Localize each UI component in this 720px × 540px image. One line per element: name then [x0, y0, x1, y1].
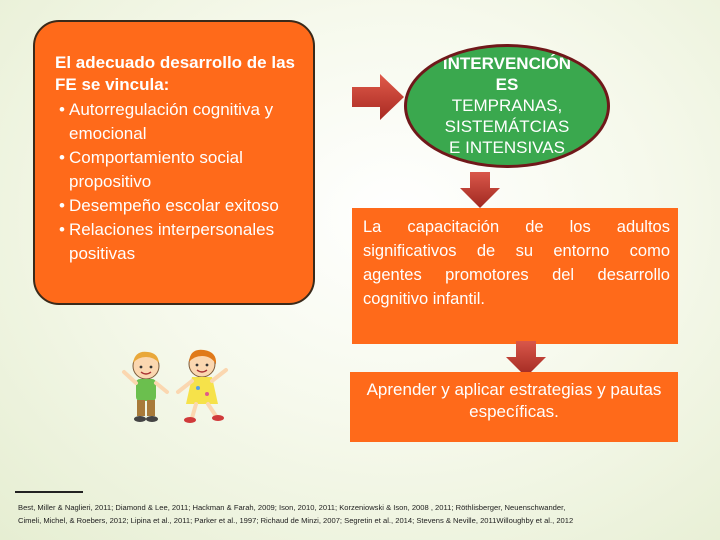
right-arrow-icon [352, 74, 404, 120]
references-divider [15, 491, 83, 493]
oval-line: TEMPRANAS, [451, 96, 563, 115]
oval-line: SISTEMÁTCIAS [444, 117, 570, 136]
child-left-figure [124, 352, 167, 422]
adult-training-text: La capacitación de los adultos significativos de su entorno como agentes promotores del desarrollo cognitivo infantil. [363, 218, 670, 308]
adult-training-box [352, 208, 678, 344]
strategies-box [350, 372, 678, 442]
oval-line: INTERVENCIÓN [442, 54, 572, 73]
strategies-text: Aprender y aplicar estrategias y pautas específicas. [366, 380, 662, 421]
list-item: • Autorregulación cognitiva y emocional [55, 98, 297, 146]
reference-line: Cimeli, Michel, & Roebers, 2012; Lipina et al., 2011; Parker et al., 1997; Richaud de Minzi, 2007; Segretin et al., 2014; Stevens & Neville, 2011Willoughby et al., 2012 [18, 515, 574, 525]
reference-line: Best, Miller & Naglieri, 2011; Diamond & Lee, 2011; Hackman & Farah, 2009; Ison, 2010, 2011; Korzeniowski & Ison, 2008 , 2011; Röthlisberger, Neuenschwander, [18, 503, 566, 512]
left-box [33, 20, 315, 305]
left-box-list [55, 98, 297, 266]
children-clipart-icon [120, 348, 232, 426]
references [18, 502, 708, 527]
child-right-figure [178, 350, 226, 423]
down-arrow-icon [460, 172, 500, 208]
list-item: • Desempeño escolar exitoso [55, 194, 297, 218]
list-item: • Comportamiento social propositivo [55, 146, 297, 194]
oval-line: ES [495, 75, 519, 94]
intervention-oval [404, 44, 610, 168]
oval-line: E INTENSIVAS [449, 138, 565, 157]
left-box-title: El adecuado desarrollo de las FE se vincula: [55, 53, 295, 94]
list-item: • Relaciones interpersonales positivas [55, 218, 297, 266]
